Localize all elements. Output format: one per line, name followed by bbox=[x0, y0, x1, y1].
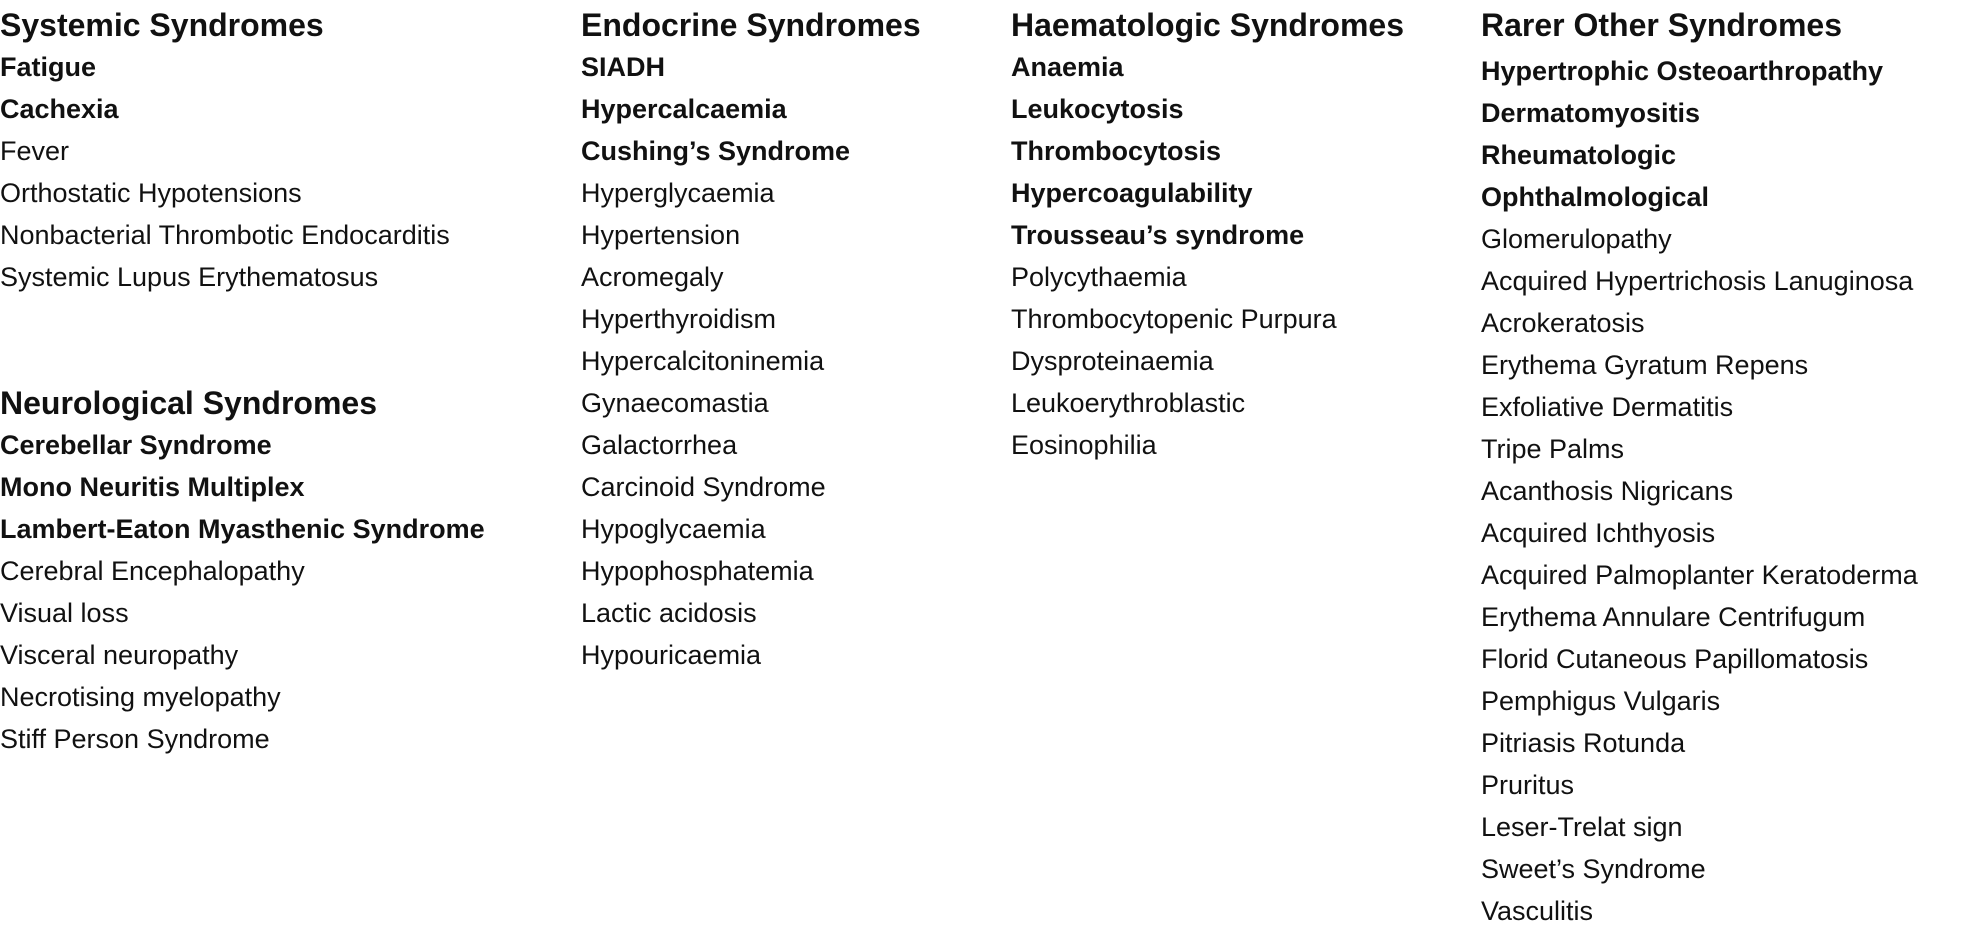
syndrome-list-item: Trousseau’s syndrome bbox=[1011, 220, 1305, 250]
syndrome-list-item: SIADH bbox=[581, 52, 666, 82]
syndrome-list-item: Fatigue bbox=[0, 52, 97, 82]
syndrome-list-item: Fever bbox=[0, 136, 70, 166]
syndrome-list-item: Visceral neuropathy bbox=[0, 640, 239, 670]
syndrome-list-item: Sweet’s Syndrome bbox=[1481, 854, 1706, 884]
syndrome-list-item: Acquired Ichthyosis bbox=[1481, 518, 1716, 548]
syndrome-list-item: Leukoerythroblastic bbox=[1011, 388, 1246, 418]
syndrome-list-item: Hypouricaemia bbox=[581, 640, 762, 670]
syndrome-list-item: Erythema Annulare Centrifugum bbox=[1481, 602, 1866, 632]
rarer-other-syndromes-list bbox=[1481, 50, 1918, 932]
systemic-syndromes-list bbox=[0, 46, 450, 298]
syndrome-list-item: Hyperthyroidism bbox=[581, 304, 777, 334]
syndrome-list-item: Visual loss bbox=[0, 598, 129, 628]
neurological-syndromes-list bbox=[0, 424, 485, 760]
syndrome-list-item: Hypercalcitoninemia bbox=[581, 346, 825, 376]
endocrine-syndromes-list bbox=[581, 46, 921, 676]
haematologic-syndromes-heading: Haematologic Syndromes bbox=[1011, 7, 1404, 43]
systemic-syndromes-column bbox=[0, 6, 450, 298]
syndrome-list-item: Eosinophilia bbox=[1011, 430, 1157, 460]
neurological-syndromes-column bbox=[0, 384, 485, 760]
syndrome-list-item: Nonbacterial Thrombotic Endocarditis bbox=[0, 220, 450, 250]
syndrome-list-item: Systemic Lupus Erythematosus bbox=[0, 262, 379, 292]
syndrome-list-item: Dysproteinaemia bbox=[1011, 346, 1214, 376]
syndrome-list-item: Hypercoagulability bbox=[1011, 178, 1253, 208]
syndrome-list-item: Florid Cutaneous Papillomatosis bbox=[1481, 644, 1869, 674]
syndrome-list-item: Hyperglycaemia bbox=[581, 178, 775, 208]
rarer-other-syndromes-heading: Rarer Other Syndromes bbox=[1481, 7, 1843, 43]
syndrome-list-item: Pemphigus Vulgaris bbox=[1481, 686, 1721, 716]
syndrome-list-item: Galactorrhea bbox=[581, 430, 738, 460]
syndrome-list-item: Acromegaly bbox=[581, 262, 724, 292]
syndrome-list-item: Lambert-Eaton Myasthenic Syndrome bbox=[0, 514, 485, 544]
syndrome-list-item: Thrombocytosis bbox=[1011, 136, 1222, 166]
syndrome-list-item: Necrotising myelopathy bbox=[0, 682, 281, 712]
syndrome-list-item: Cerebellar Syndrome bbox=[0, 430, 272, 460]
syndrome-list-item: Mono Neuritis Multiplex bbox=[0, 472, 305, 502]
syndrome-list-item: Anaemia bbox=[1011, 52, 1124, 82]
syndrome-list-item: Acrokeratosis bbox=[1481, 308, 1645, 338]
syndrome-list-item: Pitriasis Rotunda bbox=[1481, 728, 1686, 758]
syndrome-list-item: Gynaecomastia bbox=[581, 388, 769, 418]
neurological-syndromes-heading: Neurological Syndromes bbox=[0, 385, 377, 421]
syndrome-list-item: Erythema Gyratum Repens bbox=[1481, 350, 1809, 380]
syndrome-list-item: Tripe Palms bbox=[1481, 434, 1625, 464]
syndrome-list-item: Carcinoid Syndrome bbox=[581, 472, 826, 502]
syndrome-list-item: Acquired Hypertrichosis Lanuginosa bbox=[1481, 266, 1914, 296]
syndrome-list-item: Orthostatic Hypotensions bbox=[0, 178, 302, 208]
rarer-other-syndromes-column bbox=[1481, 6, 1918, 932]
syndrome-list-item: Acquired Palmoplanter Keratoderma bbox=[1481, 560, 1918, 590]
haematologic-syndromes-list bbox=[1011, 46, 1404, 466]
syndrome-list-item: Hypophosphatemia bbox=[581, 556, 814, 586]
syndrome-list-item: Cerebral Encephalopathy bbox=[0, 556, 305, 586]
syndrome-list-item: Pruritus bbox=[1481, 770, 1575, 800]
syndrome-list-item: Cachexia bbox=[0, 94, 119, 124]
syndrome-list-item: Exfoliative Dermatitis bbox=[1481, 392, 1734, 422]
syndrome-list-item: Lactic acidosis bbox=[581, 598, 757, 628]
haematologic-syndromes-column bbox=[1011, 6, 1404, 466]
syndrome-list-item: Hypertension bbox=[581, 220, 741, 250]
syndrome-list-item: Stiff Person Syndrome bbox=[0, 724, 270, 754]
syndrome-list-item: Hypoglycaemia bbox=[581, 514, 766, 544]
syndrome-list-item: Leser-Trelat sign bbox=[1481, 812, 1683, 842]
syndrome-list-item: Polycythaemia bbox=[1011, 262, 1187, 292]
syndrome-list-item: Acanthosis Nigricans bbox=[1481, 476, 1734, 506]
syndrome-list-item: Leukocytosis bbox=[1011, 94, 1184, 124]
syndrome-list-item: Hypertrophic Osteoarthropathy bbox=[1481, 56, 1884, 86]
systemic-syndromes-heading: Systemic Syndromes bbox=[0, 7, 324, 43]
syndrome-list-item: Thrombocytopenic Purpura bbox=[1011, 304, 1337, 334]
endocrine-syndromes-heading: Endocrine Syndromes bbox=[581, 7, 921, 43]
syndrome-list-item: Hypercalcaemia bbox=[581, 94, 787, 124]
syndrome-list-item: Ophthalmological bbox=[1481, 182, 1710, 212]
endocrine-syndromes-column bbox=[581, 6, 921, 676]
syndrome-list-item: Rheumatologic bbox=[1481, 140, 1677, 170]
syndrome-list-item: Glomerulopathy bbox=[1481, 224, 1672, 254]
syndrome-list-item: Cushing’s Syndrome bbox=[581, 136, 851, 166]
syndrome-list-item: Vasculitis bbox=[1481, 896, 1594, 926]
syndrome-list-item: Dermatomyositis bbox=[1481, 98, 1701, 128]
